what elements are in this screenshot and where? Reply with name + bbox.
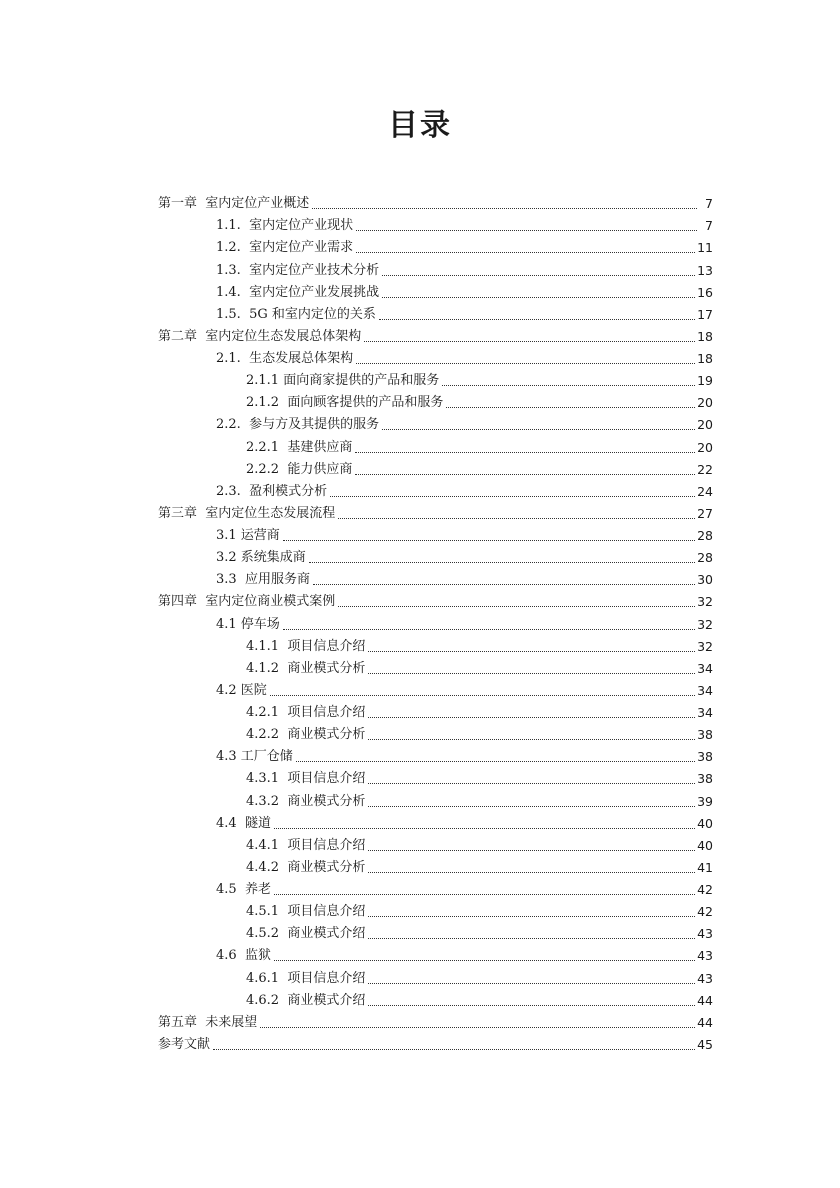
toc-leader-dots (274, 894, 695, 895)
toc-entry[interactable] (158, 389, 713, 411)
toc-entry[interactable] (158, 456, 713, 478)
toc-entry-title: 2.2.2 能力供应商 (246, 461, 353, 477)
toc-entry-title: 1.2. 室内定位产业需求 (216, 240, 354, 256)
toc-entry-title: 2.1.2 面向顾客提供的产品和服务 (246, 395, 444, 411)
toc-leader-dots (356, 252, 695, 253)
toc-entry-page: 38 (697, 749, 713, 765)
toc-entry[interactable] (158, 478, 713, 500)
toc-entry-title: 1.1. 室内定位产业现状 (216, 218, 354, 234)
toc-entry[interactable] (158, 234, 713, 256)
toc-entry-page: 27 (697, 505, 713, 521)
toc-entry[interactable] (158, 964, 713, 986)
toc-entry-page: 45 (697, 1036, 713, 1052)
toc-entry[interactable] (158, 898, 713, 920)
toc-entry-page: 20 (697, 439, 713, 455)
toc-entry-title: 2.1.1 面向商家提供的产品和服务 (246, 373, 440, 389)
toc-entry[interactable] (158, 942, 713, 964)
toc-entry-title: 2.1. 生态发展总体架构 (216, 351, 354, 366)
toc-entry[interactable] (158, 987, 713, 1009)
toc-entry-title: 4.1 停车场 (216, 616, 280, 632)
toc-entry-title: 第二章 室内定位生态发展总体架构 (158, 328, 362, 344)
toc-leader-dots (356, 230, 697, 231)
toc-leader-dots (330, 496, 695, 497)
toc-entry-title: 2.3. 盈利模式分析 (216, 483, 328, 499)
toc-entry-page: 18 (697, 328, 713, 344)
toc-entry[interactable] (158, 544, 713, 566)
toc-leader-dots (368, 717, 695, 718)
toc-entry-page: 20 (697, 395, 713, 411)
toc-entry-page: 42 (697, 904, 713, 920)
toc-entry-page: 40 (697, 815, 713, 831)
toc-leader-dots (368, 739, 695, 740)
toc-leader-dots (355, 452, 695, 453)
toc-entry-page: 42 (697, 882, 713, 897)
toc-entry[interactable] (158, 810, 713, 832)
toc-entry-page: 32 (697, 594, 713, 610)
toc-entry-title: 2.2. 参与方及其提供的服务 (216, 417, 380, 433)
toc-entry[interactable] (158, 765, 713, 787)
toc-entry[interactable] (158, 345, 713, 367)
toc-entry-page: 17 (697, 306, 713, 322)
toc-entry[interactable] (158, 1031, 713, 1053)
toc-leader-dots (213, 1049, 695, 1050)
toc-leader-dots (442, 385, 695, 386)
toc-entry-page: 40 (697, 837, 713, 853)
toc-leader-dots (368, 651, 695, 652)
toc-leader-dots (274, 828, 695, 829)
toc-leader-dots (356, 363, 695, 364)
toc-entry[interactable] (158, 433, 713, 455)
toc-leader-dots (368, 806, 695, 807)
toc-entry-page: 44 (697, 1014, 713, 1030)
toc-leader-dots (368, 850, 695, 851)
toc-leader-dots (368, 938, 695, 939)
toc-entry[interactable] (158, 500, 713, 522)
toc-entry-title: 4.6.2 商业模式介绍 (246, 992, 366, 1008)
toc-entry[interactable] (158, 212, 713, 234)
toc-entry-title: 2.2.1 基建供应商 (246, 439, 353, 455)
toc-entry-title: 4.3 工厂仓储 (216, 749, 293, 765)
toc-entry-page: 13 (697, 262, 713, 278)
toc-entry-title: 4.2.2 商业模式分析 (246, 727, 366, 743)
toc-entry-page: 43 (697, 948, 713, 964)
toc-entry[interactable] (158, 655, 713, 677)
toc-entry-title: 4.3.1 项目信息介绍 (246, 771, 366, 787)
toc-leader-dots (368, 983, 695, 984)
toc-entry-title: 参考文献 (158, 1036, 211, 1052)
toc-entry-page: 19 (697, 373, 713, 389)
toc-entry[interactable] (158, 367, 713, 389)
toc-entry-page: 34 (697, 705, 713, 720)
toc-entry-title: 4.5.1 项目信息介绍 (246, 904, 366, 920)
toc-leader-dots (283, 540, 695, 541)
toc-entry-title: 4.4 隧道 (216, 815, 271, 831)
toc-entry-title: 1.5. 5G 和室内定位的关系 (216, 306, 376, 322)
toc-leader-dots (338, 606, 695, 607)
toc-leader-dots (364, 341, 695, 342)
toc-leader-dots (368, 1005, 695, 1006)
toc-entry[interactable] (158, 876, 713, 898)
toc-entry-page: 7 (705, 218, 713, 234)
toc-leader-dots (446, 407, 695, 408)
toc-entry-title: 3.3 应用服务商 (216, 572, 310, 588)
toc-entry-title: 4.6.1 项目信息介绍 (246, 970, 366, 986)
toc-leader-dots (368, 872, 695, 873)
toc-entry-title: 4.5 养老 (216, 882, 271, 897)
toc-leader-dots (382, 275, 695, 276)
toc-entry[interactable] (158, 832, 713, 854)
toc-leader-dots (368, 783, 695, 784)
toc-entry-title: 4.6 监狱 (216, 948, 271, 964)
toc-entry-page: 30 (697, 572, 713, 588)
toc-entry[interactable] (158, 699, 713, 721)
toc-entry[interactable] (158, 677, 713, 699)
toc-entry-title: 4.5.2 商业模式介绍 (246, 926, 366, 942)
toc-entry-title: 4.2 医院 (216, 682, 267, 698)
toc-entry-page: 32 (697, 616, 713, 632)
toc-entry[interactable] (158, 566, 713, 588)
toc-entry[interactable] (158, 787, 713, 809)
toc-entry[interactable] (158, 301, 713, 323)
toc-entry[interactable] (158, 411, 713, 433)
toc-entry-page: 24 (697, 483, 713, 499)
toc-entry-page: 38 (697, 771, 713, 787)
toc-entry[interactable] (158, 721, 713, 743)
toc-entry-page: 16 (697, 284, 713, 300)
toc-entry[interactable] (158, 1009, 713, 1031)
toc-leader-dots (312, 208, 697, 209)
toc-entry-title: 第四章 室内定位商业模式案例 (158, 594, 336, 610)
toc-entry-title: 第五章 未来展望 (158, 1014, 258, 1030)
toc-entry-page: 39 (697, 793, 713, 809)
toc-entry[interactable] (158, 633, 713, 655)
toc-leader-dots (368, 673, 695, 674)
toc-entry-title: 4.4.2 商业模式分析 (246, 859, 366, 875)
toc-entry-page: 28 (697, 528, 713, 543)
toc-entry-title: 3.2 系统集成商 (216, 550, 306, 566)
toc-entry-title: 4.4.1 项目信息介绍 (246, 837, 366, 853)
toc-entry[interactable] (158, 588, 713, 610)
toc-leader-dots (338, 518, 695, 519)
toc-entry[interactable] (158, 190, 713, 212)
table-of-contents (158, 190, 713, 1053)
toc-leader-dots (355, 474, 695, 475)
toc-leader-dots (313, 584, 695, 585)
toc-entry-title: 第三章 室内定位生态发展流程 (158, 505, 336, 521)
toc-entry[interactable] (158, 256, 713, 278)
toc-entry-page: 18 (697, 351, 713, 366)
toc-leader-dots (274, 960, 695, 961)
toc-entry[interactable] (158, 522, 713, 544)
toc-entry-title: 4.1.1 项目信息介绍 (246, 638, 366, 654)
toc-entry-page: 44 (697, 992, 713, 1008)
toc-leader-dots (283, 629, 695, 630)
toc-entry[interactable] (158, 279, 713, 301)
toc-entry-title: 4.3.2 商业模式分析 (246, 793, 366, 809)
toc-leader-dots (260, 1027, 695, 1028)
toc-leader-dots (270, 695, 695, 696)
toc-entry[interactable] (158, 743, 713, 765)
page-title: 目录 (388, 108, 452, 143)
toc-entry[interactable] (158, 323, 713, 345)
toc-entry-page: 43 (697, 970, 713, 986)
toc-entry-page: 38 (697, 727, 713, 743)
toc-entry[interactable] (158, 920, 713, 942)
toc-entry-page: 7 (705, 196, 713, 212)
toc-entry-page: 11 (697, 240, 713, 256)
toc-entry-title: 1.3. 室内定位产业技术分析 (216, 262, 380, 278)
toc-entry-page: 28 (697, 550, 713, 566)
toc-entry-title: 4.2.1 项目信息介绍 (246, 705, 366, 720)
toc-entry-page: 34 (697, 682, 713, 698)
toc-entry-title: 1.4. 室内定位产业发展挑战 (216, 284, 380, 300)
toc-entry[interactable] (158, 854, 713, 876)
toc-entry-title: 第一章 室内定位产业概述 (158, 196, 310, 212)
toc-leader-dots (296, 761, 695, 762)
toc-leader-dots (309, 562, 695, 563)
toc-entry[interactable] (158, 610, 713, 632)
toc-entry-page: 34 (697, 660, 713, 676)
toc-leader-dots (382, 429, 695, 430)
toc-leader-dots (368, 916, 695, 917)
toc-entry-page: 20 (697, 417, 713, 433)
toc-entry-title: 3.1 运营商 (216, 528, 280, 543)
toc-entry-page: 43 (697, 926, 713, 942)
toc-leader-dots (382, 297, 695, 298)
toc-leader-dots (379, 319, 695, 320)
toc-entry-page: 41 (697, 859, 713, 875)
toc-entry-page: 32 (697, 638, 713, 654)
toc-entry-title: 4.1.2 商业模式分析 (246, 660, 366, 676)
toc-entry-page: 22 (697, 461, 713, 477)
